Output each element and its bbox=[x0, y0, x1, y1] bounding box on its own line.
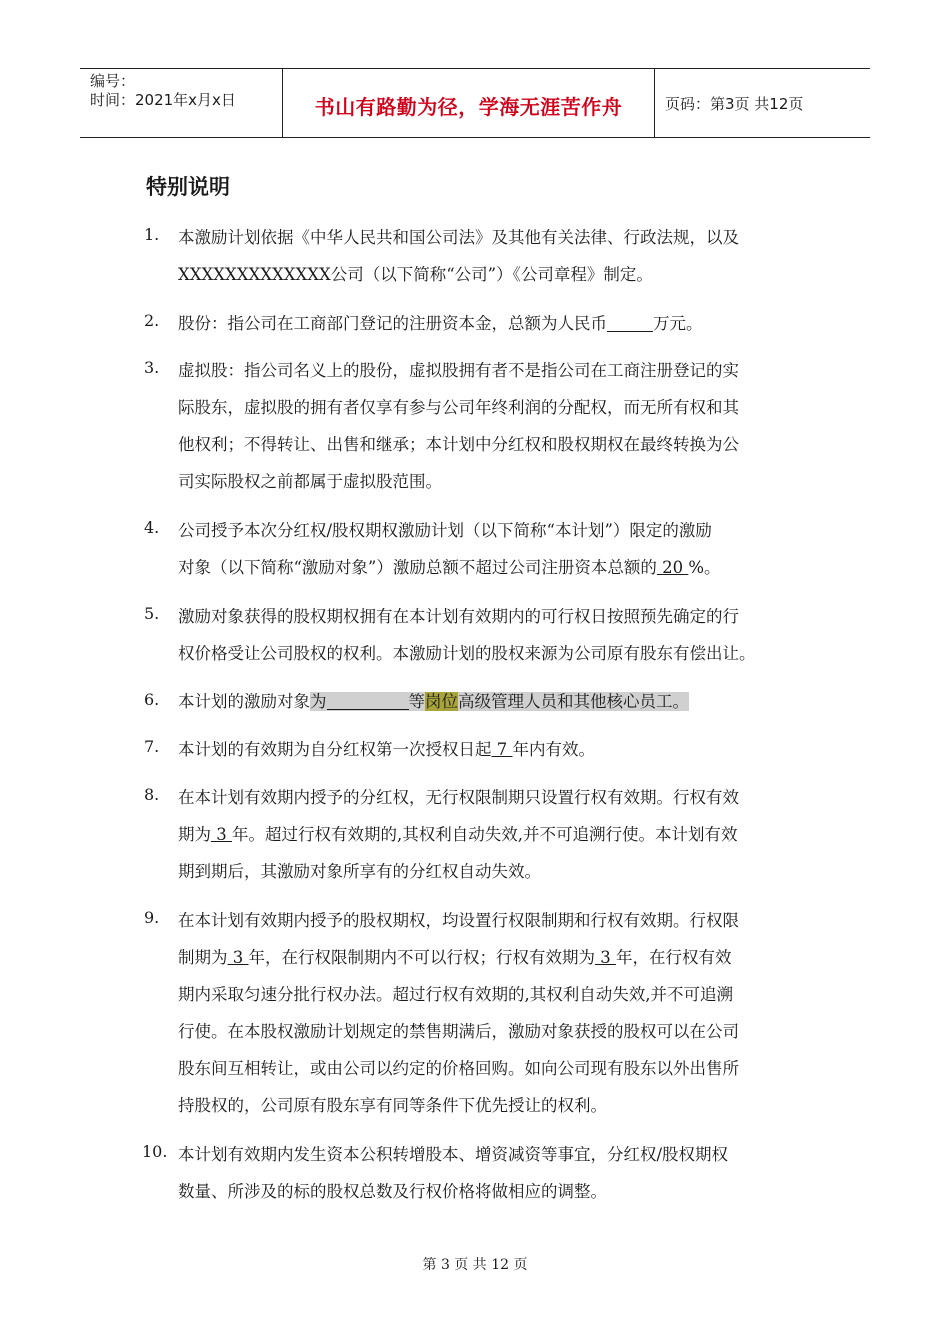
clause-number: 8. bbox=[144, 785, 160, 804]
clause-number: 7. bbox=[144, 737, 160, 756]
clause-line: 数量、所涉及的标的股权总数及行权价格将做相应的调整。 bbox=[178, 1182, 607, 1201]
clause-line: 对象（以下简称“激励对象”）激励总额不超过公司注册资本总额的 20 %。 bbox=[178, 558, 721, 577]
clause-line: 激励对象获得的股权期权拥有在本计划有效期内的可行权日按照预先确定的行 bbox=[178, 607, 739, 626]
clause-line: 期到期后，其激励对象所享有的分红权自动失效。 bbox=[178, 862, 541, 881]
fill-blank bbox=[607, 313, 653, 332]
clause-number: 1. bbox=[144, 225, 160, 244]
page-footer: 第 3 页 共 12 页 bbox=[422, 1257, 528, 1273]
filled-value: 3 bbox=[595, 948, 616, 967]
clause-line: 在本计划有效期内授予的股权期权，均设置行权限制期和行权有效期。行权限 bbox=[178, 911, 739, 930]
clause-line: 持股权的，公司原有股东享有同等条件下优先授让的权利。 bbox=[178, 1096, 607, 1115]
header-page-info: 页码：第3页 共12页 bbox=[665, 95, 804, 113]
clause-line: 在本计划有效期内授予的分红权，无行权限制期只设置行权有效期。行权有效 bbox=[178, 788, 739, 807]
filled-value: 7 bbox=[491, 740, 513, 759]
highlighted-text: 岗位 bbox=[425, 692, 458, 711]
header-page-cell bbox=[655, 69, 870, 137]
clause-line: 本激励计划依据《中华人民共和国公司法》及其他有关法律、行政法规，以及 bbox=[178, 228, 739, 247]
clause-line: 期为 3 年。超过行权有效期的,其权利自动失效,并不可追溯行使。本计划有效 bbox=[178, 825, 738, 844]
clause-number: 2. bbox=[144, 311, 160, 330]
page-header bbox=[80, 68, 870, 138]
clause-line: 虚拟股：指公司名义上的股份，虚拟股拥有者不是指公司在工商注册登记的实 bbox=[178, 361, 739, 380]
clause-line: 本计划有效期内发生资本公积转增股本、增资减资等事宜，分红权/股权期权 bbox=[178, 1145, 729, 1164]
filled-value: 20 bbox=[656, 558, 689, 577]
clause-line: 他权利；不得转让、出售和继承；本计划中分红权和股权期权在最终转换为公 bbox=[178, 435, 739, 454]
clause-number: 10. bbox=[142, 1142, 168, 1161]
document-date: 时间：2021年x月x日 bbox=[90, 91, 236, 109]
document-number-label: 编号： bbox=[90, 72, 136, 90]
clause-line: 期内采取匀速分批行权办法。超过行权有效期的,其权利自动失效,并不可追溯 bbox=[178, 985, 733, 1004]
clause-line: 股份：指公司在工商部门登记的注册资本金，总额为人民币 万元。 bbox=[178, 314, 703, 333]
header-meta-cell bbox=[80, 69, 283, 137]
clause-number: 5. bbox=[144, 604, 160, 623]
clause-line: 公司授予本次分红权/股权期权激励计划（以下简称“本计划”）限定的激励 bbox=[178, 521, 712, 540]
clause-number: 6. bbox=[144, 690, 160, 709]
clause-line: 权价格受让公司股权的权利。本激励计划的股权来源为公司原有股东有偿出让。 bbox=[178, 644, 756, 663]
clause-line: 制期为 3 年，在行权限制期内不可以行权；行权有效期为 3 年，在行权有效 bbox=[178, 948, 732, 967]
clause-line: 司实际股权之前都属于虚拟股范围。 bbox=[178, 472, 442, 491]
clause-line: 际股东，虚拟股的拥有者仅享有参与公司年终利润的分配权，而无所有权和其 bbox=[178, 398, 739, 417]
filled-value: 3 bbox=[211, 825, 232, 844]
header-motto: 书山有路勤为径，学海无涯苦作舟 bbox=[314, 95, 623, 119]
clause-line: 行使。在本股权激励计划规定的禁售期满后，激励对象获授的股权可以在公司 bbox=[178, 1022, 739, 1041]
fill-blank bbox=[327, 691, 409, 710]
clause-line: 股东间互相转让，或由公司以约定的价格回购。如向公司现有股东以外出售所 bbox=[178, 1059, 739, 1078]
clause-number: 4. bbox=[144, 518, 160, 537]
clause-number: 3. bbox=[144, 358, 160, 377]
clause-line: XXXXXXXXXXXXX公司（以下简称“公司”）《公司章程》制定。 bbox=[178, 265, 653, 284]
clause-line: 本计划的有效期为自分红权第一次授权日起 7 年内有效。 bbox=[178, 740, 595, 759]
header-motto-cell bbox=[283, 69, 655, 137]
section-title: 特别说明 bbox=[146, 175, 230, 199]
filled-value: 3 bbox=[227, 948, 249, 967]
clause-number: 9. bbox=[144, 908, 160, 927]
clause-line: 本计划的激励对象为 等岗位高级管理人员和其他核心员工。 bbox=[178, 692, 689, 711]
